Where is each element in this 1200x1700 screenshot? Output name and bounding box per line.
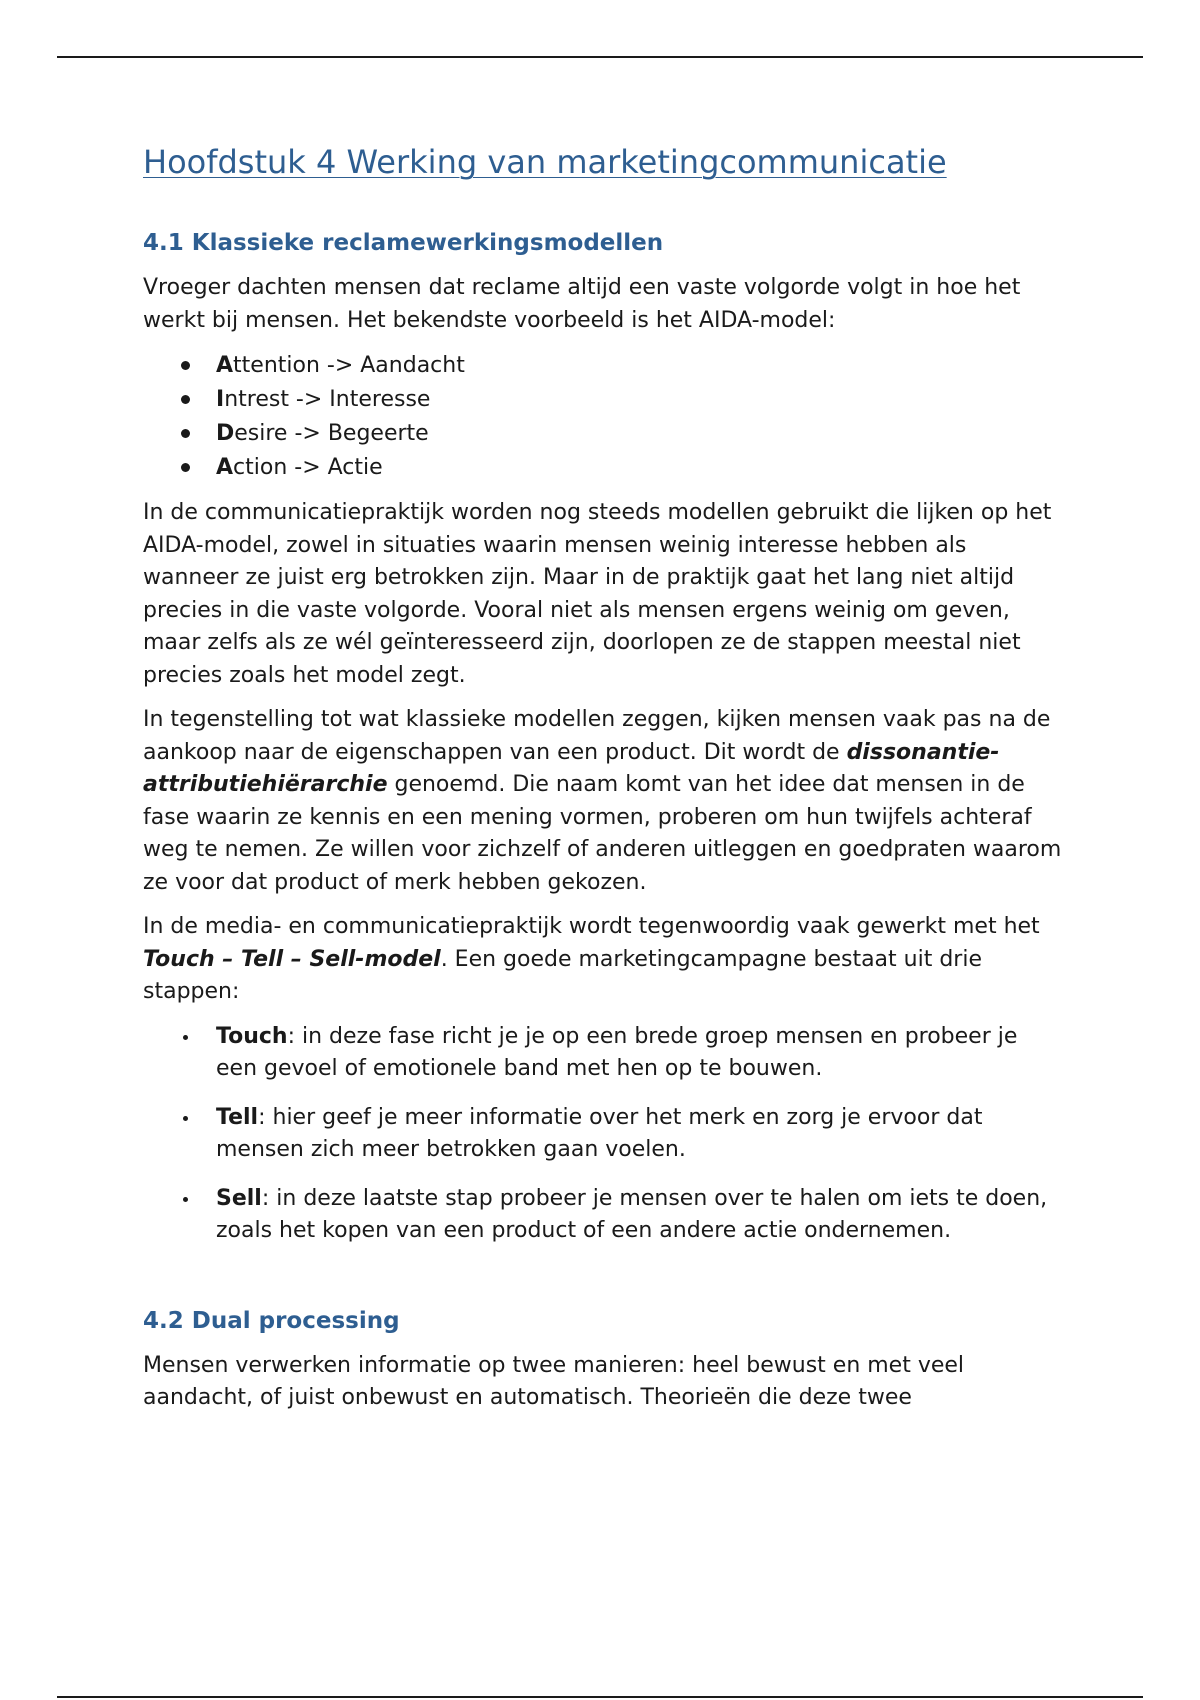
aida-item xyxy=(143,349,1063,383)
bullet-icon xyxy=(181,429,190,438)
term-touch-tell-sell: Touch – Tell – Sell-model xyxy=(143,946,441,972)
document-body xyxy=(143,138,1063,1415)
aida-letter: D xyxy=(216,421,235,446)
touch-tell-sell-list xyxy=(143,1021,1063,1248)
bullet-icon xyxy=(181,395,190,404)
bottom-rule xyxy=(57,1696,1143,1698)
aida-list xyxy=(143,349,1063,485)
tts-text: : in deze laatste stap probeer je mensen over te halen om iets te doen, zoals het kopen van een product of een andere actie ondernemen. xyxy=(216,1185,1048,1243)
aida-text: ntrest -> Interesse xyxy=(224,387,431,412)
tts-item xyxy=(143,1021,1063,1086)
bullet-icon xyxy=(183,1035,188,1040)
aida-text: ttention -> Aandacht xyxy=(233,353,465,378)
tts-item xyxy=(143,1183,1063,1248)
bullet-icon xyxy=(183,1197,188,1202)
paragraph-touch-tell-sell xyxy=(143,911,1063,1009)
tts-term: Touch xyxy=(216,1023,288,1049)
bullet-icon xyxy=(181,463,190,472)
paragraph-text: . Een goede marketingcampagne bestaat uit drie stappen: xyxy=(143,946,982,1004)
paragraph-text: In de media- en communicatiepraktijk wordt tegenwoordig vaak gewerkt met het xyxy=(143,914,1040,939)
tts-item xyxy=(143,1102,1063,1167)
section-4-1-heading: 4.1 Klassieke reclamewerkingsmodellen xyxy=(143,230,664,256)
section-4-2-heading: 4.2 Dual processing xyxy=(143,1307,400,1334)
paragraph-text: genoemd. Die naam komt van het idee dat mensen in de fase waarin ze kennis en een mening vormen, proberen om hun twijfels achteraf weg te nemen. Ze willen voor zichzelf of anderen uitleggen en goedpraten waarom ze voor dat product of merk hebben gekozen. xyxy=(143,772,1062,895)
intro-paragraph: Vroeger dachten mensen dat reclame altijd een vaste volgorde volgt in hoe het werkt bij mensen. Het bekendste voorbeeld is het AIDA-model: xyxy=(143,275,1021,333)
aida-letter: I xyxy=(216,387,225,412)
aida-letter: A xyxy=(216,455,234,480)
tts-text: : hier geef je meer informatie over het merk en zorg je ervoor dat mensen zich meer betrokken gaan voelen. xyxy=(216,1104,983,1162)
paragraph-dual-processing: Mensen verwerken informatie op twee manieren: heel bewust en met veel aandacht, of juist onbewust en automatisch. Theorieën die deze twee xyxy=(143,1352,965,1410)
tts-term: Tell xyxy=(216,1104,259,1130)
aida-item xyxy=(143,417,1063,451)
aida-text: ction -> Actie xyxy=(233,455,383,480)
aida-letter: A xyxy=(216,353,234,378)
tts-text: : in deze fase richt je je op een brede groep mensen en probeer je een gevoel of emotionele band met hen op te bouwen. xyxy=(216,1023,1018,1081)
chapter-heading: Hoofdstuk 4 Werking van marketingcommunicatie xyxy=(143,143,947,181)
tts-term: Sell xyxy=(216,1185,262,1211)
bullet-icon xyxy=(181,361,190,370)
paragraph-aida-practice: In de communicatiepraktijk worden nog steeds modellen gebruikt die lijken op het AIDA-model, zowel in situaties waarin mensen weinig interesse hebben als wanneer ze juist erg betrokken zijn. Maar in de praktijk gaat het lang niet altijd precies in die vaste volgorde. Vooral niet als mensen ergens weinig om geven, maar zelfs als ze wél geïnteresseerd zijn, doorlopen ze de stappen meestal niet precies zoals het model zegt. xyxy=(143,500,1052,688)
aida-text: esire -> Begeerte xyxy=(234,421,429,446)
aida-item xyxy=(143,383,1063,417)
term-dissonance: dissonantie-attributiehiërarchie xyxy=(143,739,1000,797)
aida-item xyxy=(143,451,1063,485)
top-rule xyxy=(57,56,1143,58)
bullet-icon xyxy=(183,1116,188,1121)
paragraph-dissonance xyxy=(143,704,1063,899)
paragraph-text: In tegenstelling tot wat klassieke modellen zeggen, kijken mensen vaak pas na de aankoop naar de eigenschappen van een product. Dit wordt de xyxy=(143,707,1051,765)
